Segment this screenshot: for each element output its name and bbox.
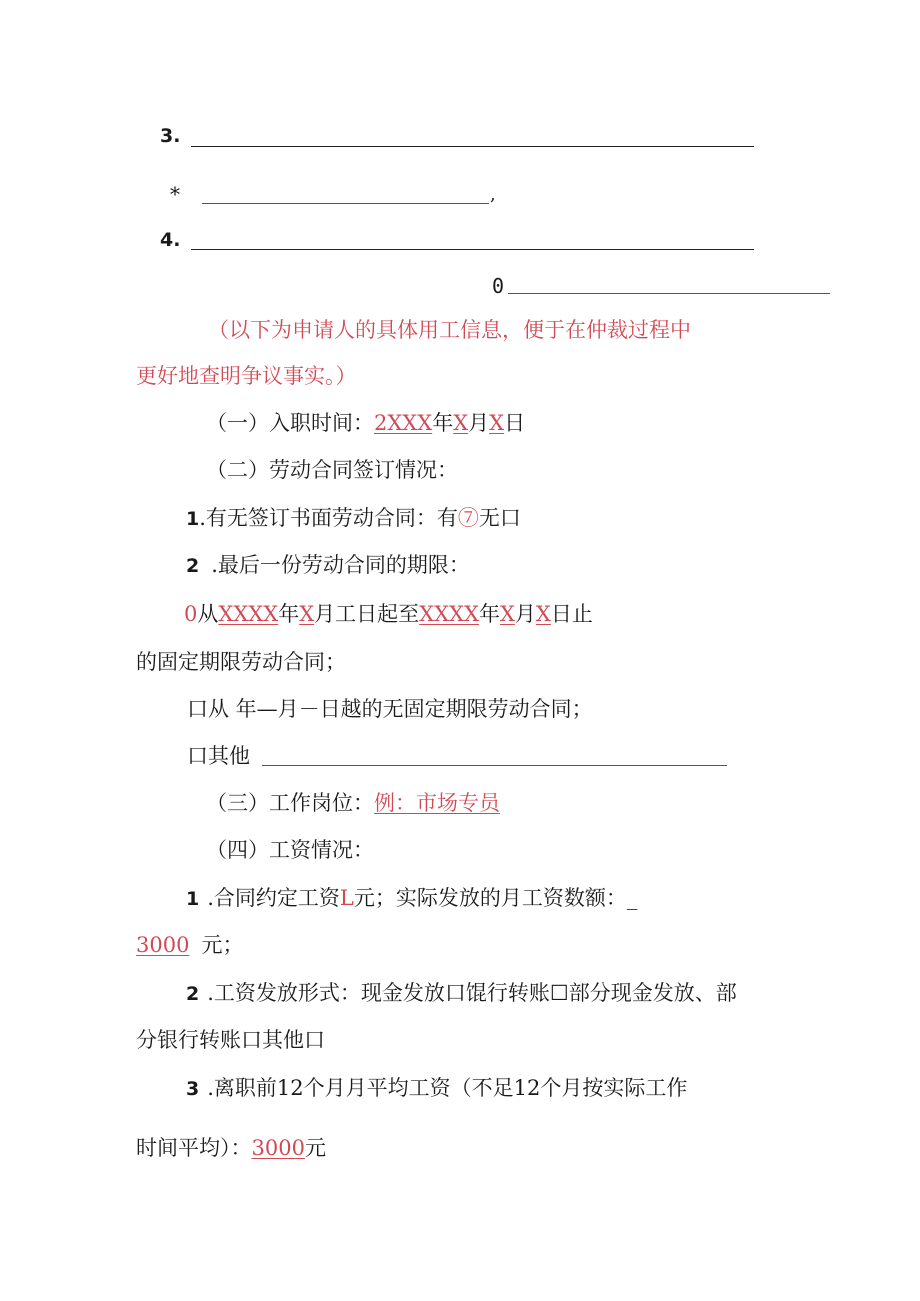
- zero-mark: 0: [492, 274, 505, 298]
- star-comma: ,: [490, 184, 496, 205]
- month-char: 月: [468, 411, 490, 435]
- contract-question-2: [186, 553, 470, 578]
- actual-wage-unit: 元；: [201, 933, 244, 957]
- average-wage-amount: 3000: [251, 1136, 305, 1160]
- year-char: 年: [432, 411, 454, 435]
- average-wage-row: [136, 1136, 326, 1161]
- average-wage-unit: 元: [304, 1136, 326, 1160]
- start-year-char: 年: [278, 602, 300, 626]
- wage-question-3: [186, 1076, 687, 1101]
- w3-number: 3: [186, 1078, 200, 1100]
- job-position-label: （三）工作岗位：: [206, 791, 374, 815]
- contract-question-1: [186, 506, 521, 531]
- employment-date-label: （一）入职时间：: [206, 411, 374, 435]
- fixed-term-mark: 0: [184, 602, 198, 626]
- zero-blank-line: [508, 293, 830, 294]
- end-month-char: 月: [514, 602, 536, 626]
- wage-section-label: （四）工资情况：: [206, 838, 374, 862]
- other-blank-line: [262, 765, 727, 766]
- end-year-char: 年: [478, 602, 500, 626]
- wage-question-2: [186, 981, 737, 1006]
- wage-question-2-line-2: 分银行转账口其他口: [136, 1028, 325, 1052]
- contract-section-label: （二）劳动合同签订情况：: [206, 458, 458, 482]
- job-position-value: 例：市场专员: [374, 791, 500, 815]
- end-month: X: [499, 602, 515, 626]
- end-day: X: [535, 602, 551, 626]
- contract-option-open-ended: 口从 年—月－日越的无固定期限劳动合同；: [187, 697, 593, 721]
- q1-text: .有无签订书面劳动合同：有: [199, 506, 458, 530]
- employment-year: 2XXX: [374, 411, 433, 435]
- employment-day: X: [489, 411, 505, 435]
- q1-yes-checked-mark: ⑦: [457, 506, 479, 530]
- fixed-term-from: 从: [197, 602, 219, 626]
- q1-number: 1: [186, 508, 200, 530]
- w2-number: 2: [186, 983, 200, 1005]
- end-year: XXXX: [419, 602, 479, 626]
- employment-month: X: [453, 411, 469, 435]
- note-line-2: 更好地查明争议事实。）: [136, 364, 357, 388]
- item-4-number: 4.: [160, 229, 181, 251]
- end-day-text: 日止: [550, 602, 593, 626]
- w1-text-b: 元；实际发放的月工资数额：_: [353, 886, 638, 910]
- star-blank-line: [202, 203, 489, 204]
- w2-text: .工资发放形式：现金发放口馄行转账☐部分现金发放、部: [207, 981, 737, 1005]
- item-3-blank-line: [191, 146, 754, 147]
- q2-text: .最后一份劳动合同的期限：: [211, 553, 470, 577]
- start-month: X: [299, 602, 315, 626]
- start-year: XXXX: [218, 602, 279, 626]
- job-position-row: [206, 791, 500, 816]
- wage-question-1: [186, 886, 637, 911]
- w1-number: 1: [186, 888, 200, 910]
- star-marker: *: [170, 182, 180, 206]
- w1-text-a: .合同约定工资: [207, 886, 340, 910]
- item-4-blank-line: [191, 249, 754, 250]
- item-3-number: 3.: [160, 125, 181, 147]
- actual-wage-row: [136, 933, 243, 958]
- w3-text: .离职前12个月月平均工资（不足12个月按实际工作: [207, 1076, 688, 1100]
- q1-no-option: 无口: [478, 506, 521, 530]
- average-wage-label: 时间平均）：: [136, 1136, 252, 1160]
- note-line-1: （以下为申请人的具体用工信息，便于在仲裁过程中: [208, 318, 691, 342]
- fixed-term-line-2: 的固定期限劳动合同；: [136, 650, 346, 674]
- start-day-text: 月工日起至: [314, 602, 420, 626]
- actual-wage-amount: 3000: [136, 933, 190, 957]
- contract-option-fixed-term: [184, 602, 593, 627]
- day-char: 日: [504, 411, 526, 435]
- q2-number: 2: [186, 555, 200, 577]
- employment-date-row: [206, 411, 525, 436]
- contract-wage-value: L: [339, 886, 354, 910]
- contract-option-other: 口其他: [187, 744, 250, 768]
